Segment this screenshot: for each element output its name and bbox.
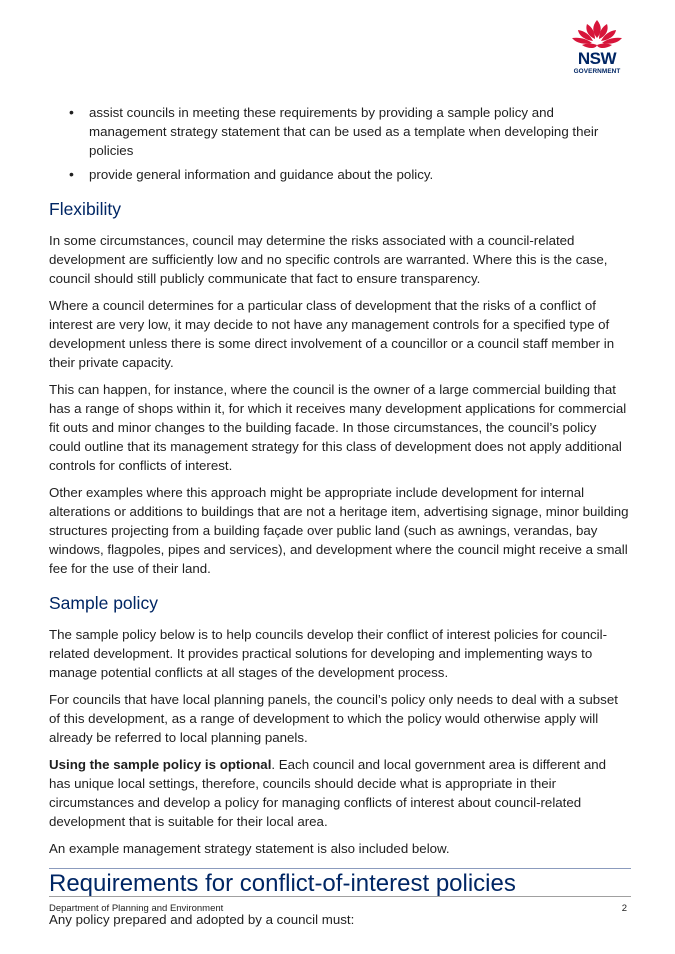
paragraph-text: . Each council and local government area is different and has unique local settings, therefore, councils should decide what is appropriate in their circumstances and develop a policy for managing conflicts of interest about council-related development that is suitable for their local area. [49,757,607,829]
list-item: • provide general information and guidance about the policy. [89,165,631,184]
logo-wordmark: NSW [577,49,617,68]
paragraph: For councils that have local planning panels, the council’s policy only needs to deal with a subset of this development, as a range of development to which the policy would otherwise apply will already be referred to local planning panels. [49,692,618,745]
paragraph: Any policy prepared and adopted by a council must: [49,912,355,927]
paragraph: The sample policy below is to help councils develop their conflict of interest policies for council-related development. It provides practical solutions for developing and implementing ways to manage potential conflicts at all stages of the development process. [49,627,608,680]
footer-page-number: 2 [621,903,627,914]
section-heading-requirements: Requirements for conflict-of-interest policies [49,870,516,897]
section-heading-sample-policy: Sample policy [49,593,158,613]
paragraph: Where a council determines for a particular class of development that the risks of a conflict of interest are very low, it may decide to not have any management controls for a specified type of development unless there is some direct involvement of a councillor or a council staff member in their private capacity. [49,298,615,370]
nsw-government-logo [570,18,624,78]
waratah-icon [570,18,624,50]
paragraph-optional [49,755,631,831]
paragraph: This can happen, for instance, where the council is the owner of a large commercial building that has a range of shops within it, for which it receives many development applications for commercial fit outs and minor changes to the building facade. In those circumstances, the council’s policy could outline that its management strategy for this class of development does not apply additional controls for conflicts of interest. [49,382,627,473]
footer-department: Department of Planning and Environment [49,903,224,914]
paragraph: In some circumstances, council may determine the risks associated with a council-related development are sufficiently low and no specific controls are warranted. Where this is the case, council should still publicly communicate that fact to ensure transparency. [49,233,608,286]
paragraph: Other examples where this approach might be appropriate include development for internal alterations or additions to buildings that are not a heritage item, advertising signage, minor building structures projecting from a building façade over public land (such as awnings, verandas, bay windows, flagpoles, pipes and services), and development where the council might receive a small fee for the use of their land. [49,485,629,576]
list-item: • assist councils in meeting these requirements by providing a sample policy and management strategy statement that can be used as a template when developing their policies [89,103,631,160]
bold-lead-text: Using the sample policy is optional [49,757,272,772]
document-body [49,103,631,937]
logo-subtext: GOVERNMENT [573,68,621,75]
footer-divider [49,896,631,897]
section-heading-flexibility: Flexibility [49,199,121,219]
bullet-list [49,103,631,184]
paragraph: An example management strategy statement is also included below. [49,841,450,856]
